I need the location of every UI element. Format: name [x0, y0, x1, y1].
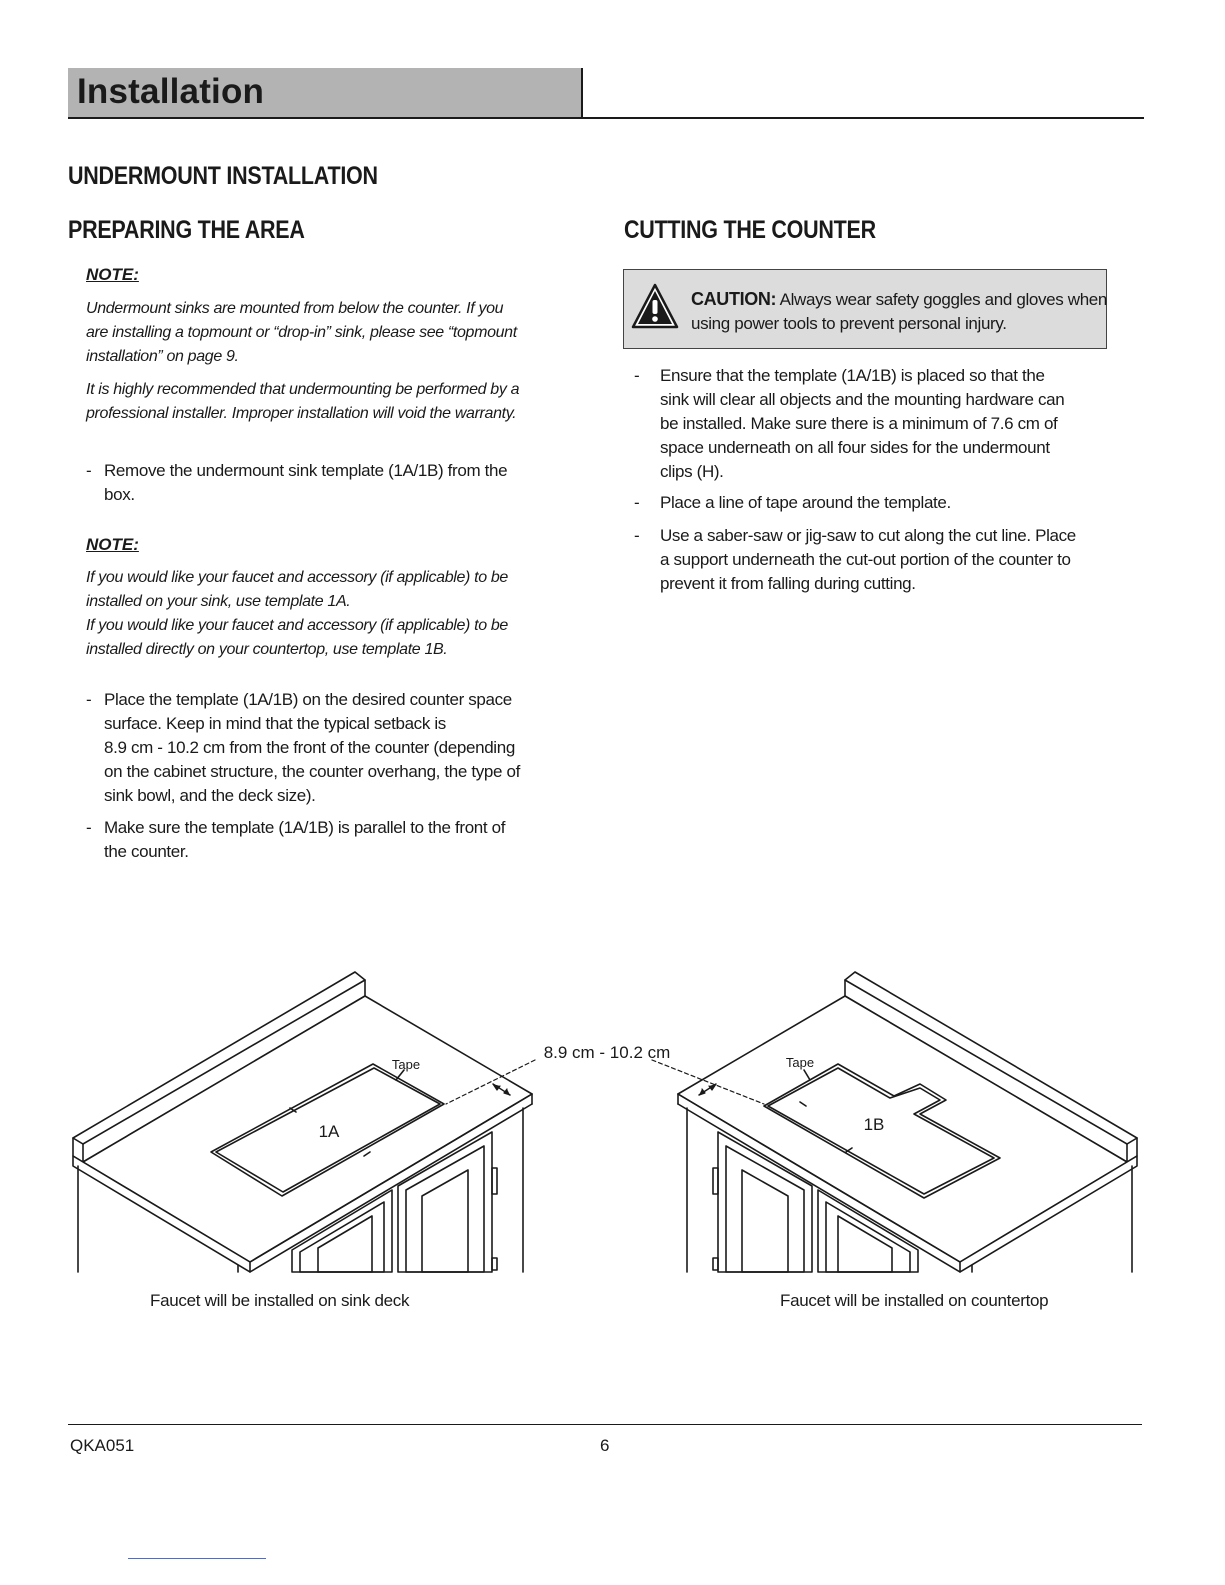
bullet-line: sink will clear all objects and the mounting hardware can — [660, 390, 1065, 409]
bullet-line: Ensure that the template (1A/1B) is placed so that the — [660, 366, 1045, 385]
bullet-line: on the cabinet structure, the counter overhang, the type of — [104, 762, 520, 781]
page-title: Installation — [77, 72, 265, 111]
bullet-line: Place the template (1A/1B) on the desired counter space — [104, 690, 512, 709]
caution-line: using power tools to prevent personal injury. — [691, 314, 1007, 333]
heading-preparing-area: PREPARING THE AREA — [68, 216, 305, 244]
bullet-dash: - — [634, 526, 640, 545]
list-item — [86, 459, 556, 509]
caution-text — [691, 287, 1107, 336]
heading-cutting-counter: CUTTING THE COUNTER — [624, 216, 876, 244]
template-label: 1B — [863, 1115, 885, 1134]
note-line: installed directly on your countertop, use template 1B. — [86, 641, 448, 658]
list-item — [634, 491, 1124, 517]
bullet-line: be installed. Make sure there is a minimum of 7.6 cm of — [660, 414, 1058, 433]
page-number: 6 — [600, 1436, 610, 1455]
tape-label: Tape — [391, 1057, 421, 1072]
note-line: are installing a topmount or “drop-in” sink, please see “topmount — [86, 324, 517, 341]
footer-model-code: QKA051 — [70, 1436, 135, 1455]
list-item — [86, 688, 556, 810]
warning-icon — [630, 282, 680, 330]
setback-label: 8.9 cm - 10.2 cm — [543, 1043, 671, 1062]
note-line: installation” on page 9. — [86, 348, 239, 365]
caution-box — [623, 269, 1107, 349]
bullet-line: space underneath on all four sides for the undermount — [660, 438, 1050, 457]
header-divider — [581, 68, 583, 119]
bullet-dash: - — [634, 493, 640, 512]
caption-left: Faucet will be installed on sink deck — [150, 1291, 410, 1310]
bullet-line: box. — [104, 485, 135, 504]
list-item — [634, 524, 1124, 598]
bullet-line: 8.9 cm - 10.2 cm from the front of the counter (depending — [104, 738, 515, 757]
note-line: professional installer. Improper installation will void the warranty. — [86, 405, 517, 422]
list-item — [634, 364, 1124, 486]
bullet-line: Place a line of tape around the template. — [660, 493, 951, 512]
template-label: 1A — [318, 1122, 340, 1141]
bullet-dash: - — [86, 461, 92, 480]
note-line: Undermount sinks are mounted from below the counter. If you — [86, 300, 504, 317]
note-line: installed on your sink, use template 1A. — [86, 593, 351, 610]
footer-rule — [68, 1424, 1142, 1425]
bullet-line: clips (H). — [660, 462, 724, 481]
caution-line: Always wear safety goggles and gloves when — [779, 290, 1108, 309]
bullet-line: a support underneath the cut-out portion of the counter to — [660, 550, 1071, 569]
header-rule — [68, 117, 1144, 119]
note-text — [86, 378, 519, 426]
section-title: UNDERMOUNT INSTALLATION — [68, 162, 378, 190]
bullet-line: prevent it from falling during cutting. — [660, 574, 916, 593]
cabinet-left — [73, 972, 532, 1272]
caution-label: CAUTION: — [691, 289, 777, 309]
bullet-dash: - — [634, 366, 640, 385]
note-line: It is highly recommended that undermounting be performed by a — [86, 381, 520, 398]
bullet-dash: - — [86, 690, 92, 709]
note-label: NOTE: — [86, 265, 139, 284]
tape-label: Tape — [785, 1055, 815, 1070]
note-label: NOTE: — [86, 535, 139, 554]
note-text — [86, 297, 517, 369]
note-text — [86, 566, 508, 662]
bullet-line: Remove the undermount sink template (1A/1B) from the — [104, 461, 508, 480]
installation-illustration — [60, 960, 1160, 1280]
bullet-line: the counter. — [104, 842, 189, 861]
bullet-line: Make sure the template (1A/1B) is parallel to the front of — [104, 818, 506, 837]
note-line: If you would like your faucet and accessory (if applicable) to be — [86, 569, 508, 586]
bullet-dash: - — [86, 818, 92, 837]
note-line: If you would like your faucet and accessory (if applicable) to be — [86, 617, 508, 634]
cabinet-right — [678, 972, 1137, 1272]
bullet-line: surface. Keep in mind that the typical setback is — [104, 714, 446, 733]
footer-link-underline — [128, 1558, 266, 1559]
bullet-line: sink bowl, and the deck size). — [104, 786, 316, 805]
list-item — [86, 816, 556, 866]
caption-right: Faucet will be installed on countertop — [780, 1291, 1049, 1310]
bullet-line: Use a saber-saw or jig-saw to cut along the cut line. Place — [660, 526, 1076, 545]
